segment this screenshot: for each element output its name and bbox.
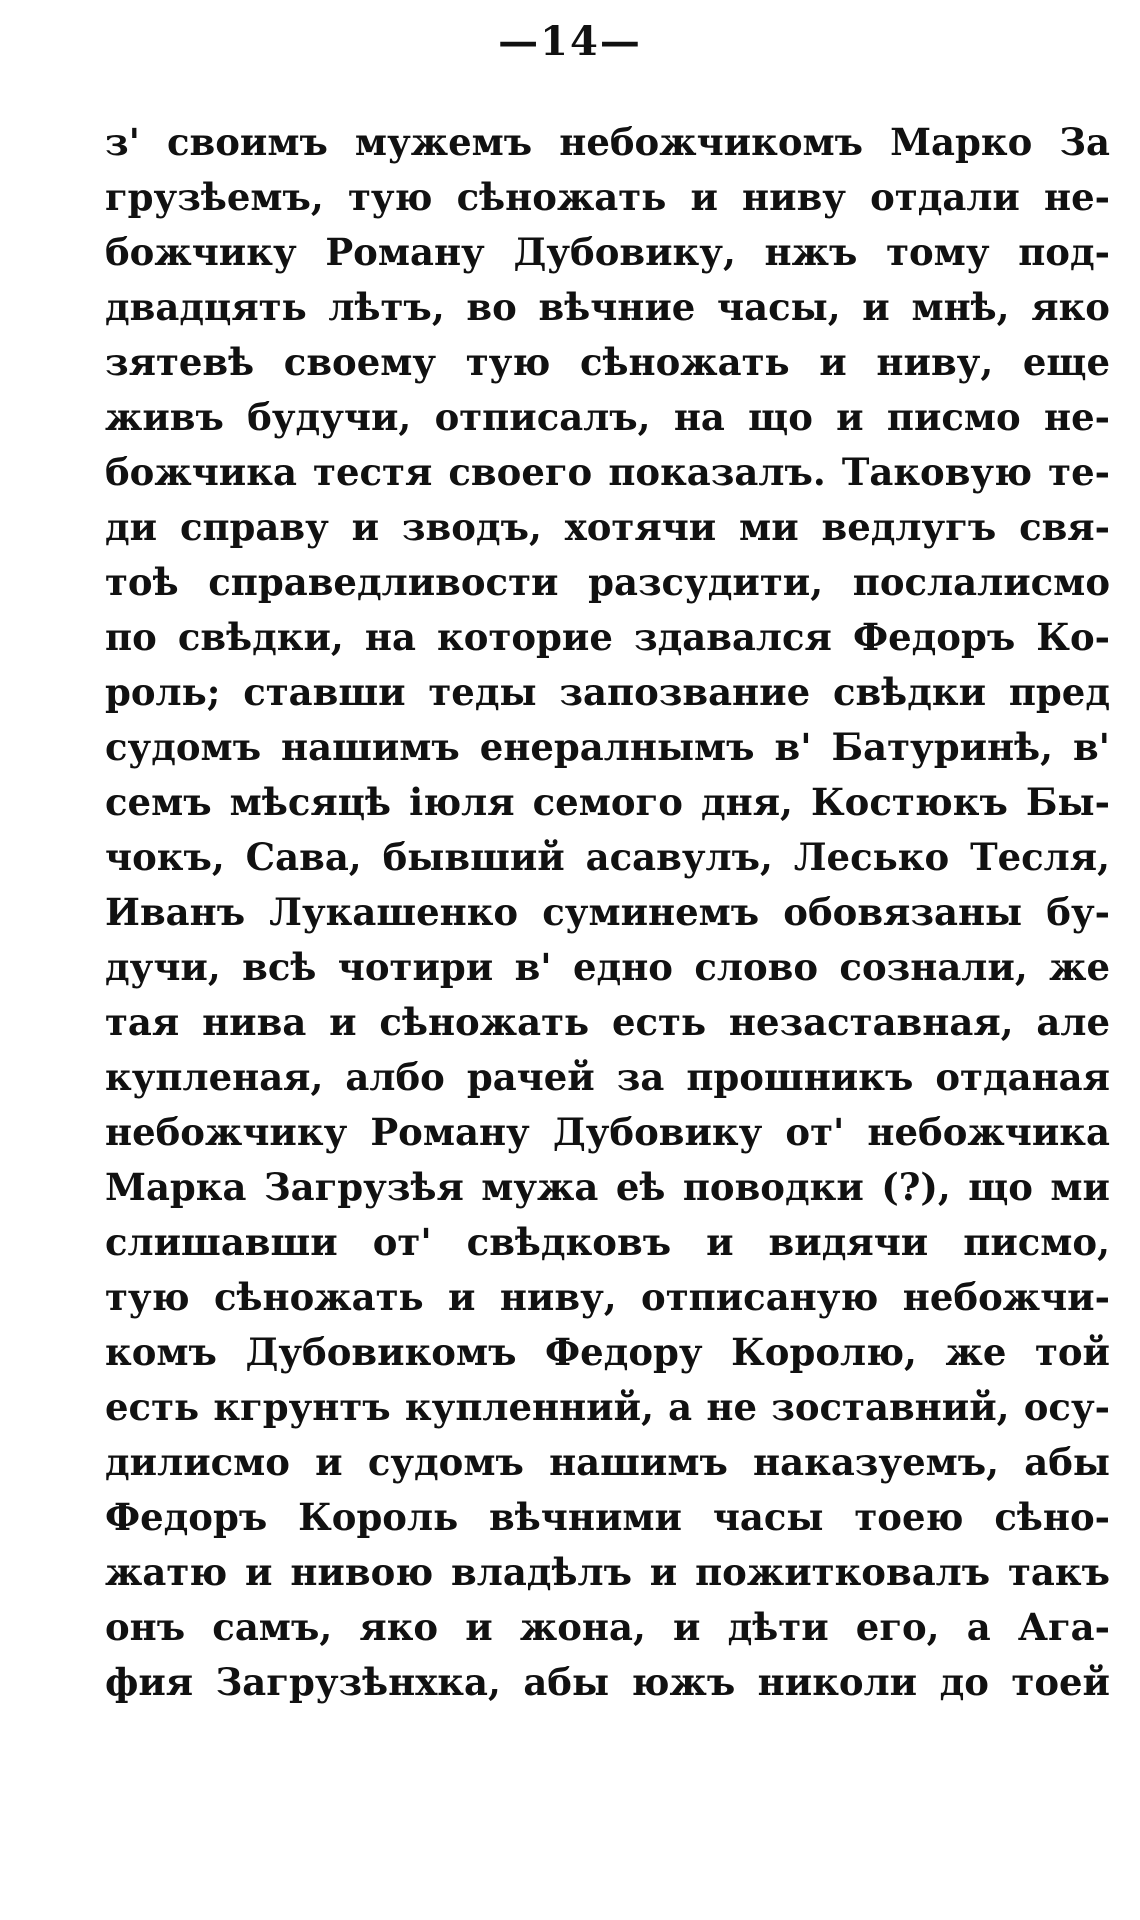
text-line: тую сѣножать и ниву, отписаную небожчи-: [105, 1275, 1110, 1319]
text-line: дилисмо и судомъ нашимъ наказуемъ, абы: [105, 1440, 1110, 1484]
text-line: комъ Дубовикомъ Федору Королю, же той: [105, 1330, 1110, 1374]
text-line: з' своимъ мужемъ небожчикомъ Марко За: [105, 120, 1110, 164]
text-line: ди справу и зводъ, хотячи ми ведлугъ свя-: [105, 505, 1110, 549]
text-line: слишавши от' свѣдковъ и видячи писмо,: [105, 1220, 1110, 1264]
text-line: небожчику Роману Дубовику от' небожчика: [105, 1110, 1110, 1154]
text-line: онъ самъ, яко и жона, и дѣти его, а Ага-: [105, 1605, 1110, 1649]
text-line: по свѣдки, на которие здавался Федоръ Ко-: [105, 615, 1110, 659]
text-line: есть кгрунтъ купленний, а не зоставний, осу-: [105, 1385, 1110, 1429]
page-number: —14—: [498, 18, 642, 65]
text-line: Иванъ Лукашенко суминемъ обовязаны бу-: [105, 890, 1110, 934]
text-line: тая нива и сѣножать есть незаставная, але: [105, 1000, 1110, 1044]
text-line: Марка Загрузѣя мужа еѣ поводки (?), що ми: [105, 1165, 1110, 1209]
text-line: божчика тестя своего показалъ. Таковую те-: [105, 450, 1110, 494]
text-line: фия Загрузѣнхка, абы южъ николи до тоей: [105, 1660, 1110, 1704]
text-line: семъ мѣсяцѣ іюля семого дня, Костюкъ Бы-: [105, 780, 1110, 824]
text-line: купленая, албо рачей за прошникъ отданая: [105, 1055, 1110, 1099]
body-text: [105, 115, 1110, 1710]
text-line: чокъ, Сава, бывший асавулъ, Лесько Тесля,: [105, 835, 1110, 879]
text-line: роль; ставши теды запозвание свѣдки пред: [105, 670, 1110, 714]
text-line: божчику Роману Дубовику, нжъ тому под-: [105, 230, 1110, 274]
text-line: живъ будучи, отписалъ, на що и писмо не-: [105, 395, 1110, 439]
text-line: дучи, всѣ чотири в' едно слово сознали, же: [105, 945, 1110, 989]
text-line: тоѣ справедливости разсудити, послалисмо: [105, 560, 1110, 604]
text-line: грузѣемъ, тую сѣножать и ниву отдали не-: [105, 175, 1110, 219]
text-line: жатю и нивою владѣлъ и пожитковалъ такъ: [105, 1550, 1110, 1594]
text-line: двадцять лѣтъ, во вѣчние часы, и мнѣ, яко: [105, 285, 1110, 329]
text-line: судомъ нашимъ енералнымъ в' Батуринѣ, в': [105, 725, 1110, 769]
text-line: Федоръ Король вѣчними часы тоею сѣно-: [105, 1495, 1110, 1539]
text-line: зятевѣ своему тую сѣножать и ниву, еще: [105, 340, 1110, 384]
